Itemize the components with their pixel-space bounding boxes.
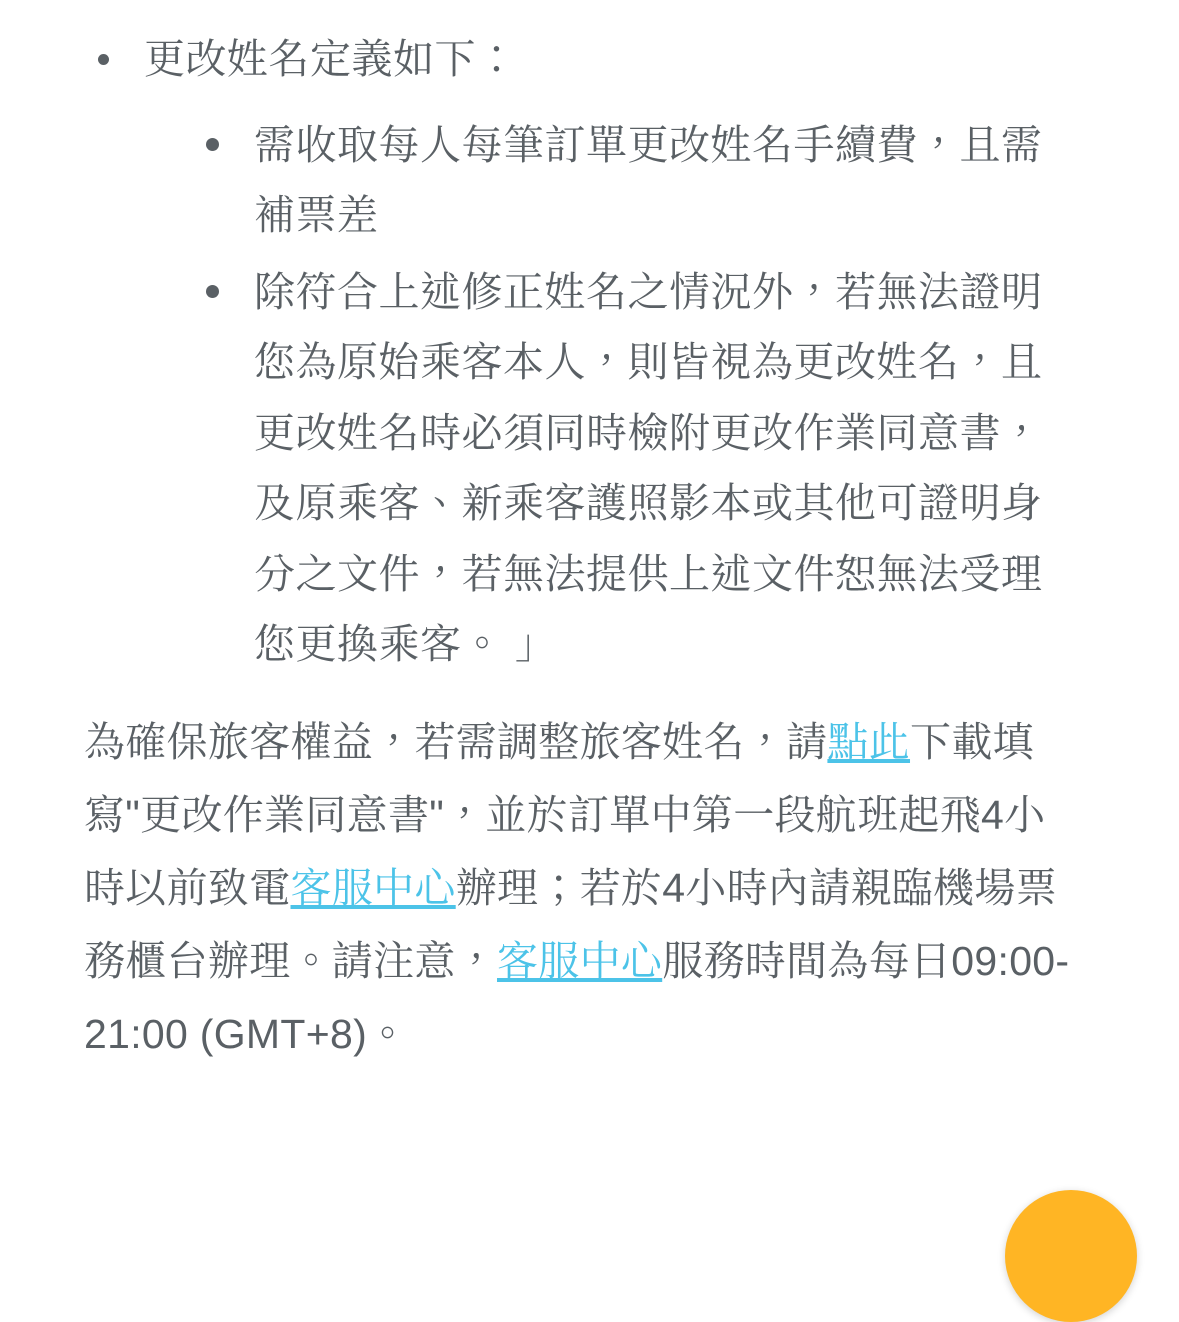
- download-consent-form-link[interactable]: 點此: [827, 718, 911, 765]
- paragraph-text-segment-2: 下載填寫"更改作業同意書"，並於訂單中第一段航班起飛4小時以前致電: [84, 718, 1046, 911]
- list-item: [198, 110, 1079, 251]
- customer-service-center-link-2[interactable]: 客服中心: [497, 937, 663, 984]
- list-item-label: 除符合上述修正姓名之情況外，若無法證明您為原始乘客本人，則皆視為更改姓名，且更改姓名時必須同時檢附更改作業同意書，及原乘客、新乘客護照影本或其他可證明身分之文件，若無法提供上述文件恕無法受理您更換乘客。 」: [254, 268, 1043, 668]
- paragraph-text-segment-3: 辦理；若於4小時內請親臨機場票務櫃台辦理。請注意，: [84, 864, 1058, 984]
- customer-service-center-link-1[interactable]: 客服中心: [290, 864, 456, 911]
- circle-action-icon[interactable]: [1005, 1190, 1137, 1322]
- policy-sublist: [144, 110, 1079, 680]
- paragraph-text-segment-4: 服務時間為每日09:00-21:00 (GMT+8)。: [84, 937, 1070, 1057]
- list-item: [198, 257, 1079, 680]
- list-item-label: 更改姓名定義如下：: [144, 36, 518, 82]
- list-item-name-change-definition: [84, 28, 1079, 680]
- policy-paragraph: [84, 706, 1079, 1071]
- list-item-label: 需收取每人每筆訂單更改姓名手續費，且需補票差: [254, 121, 1043, 239]
- policy-list: [84, 28, 1079, 680]
- paragraph-text-segment-1: 為確保旅客權益，若需調整旅客姓名，請: [84, 718, 828, 765]
